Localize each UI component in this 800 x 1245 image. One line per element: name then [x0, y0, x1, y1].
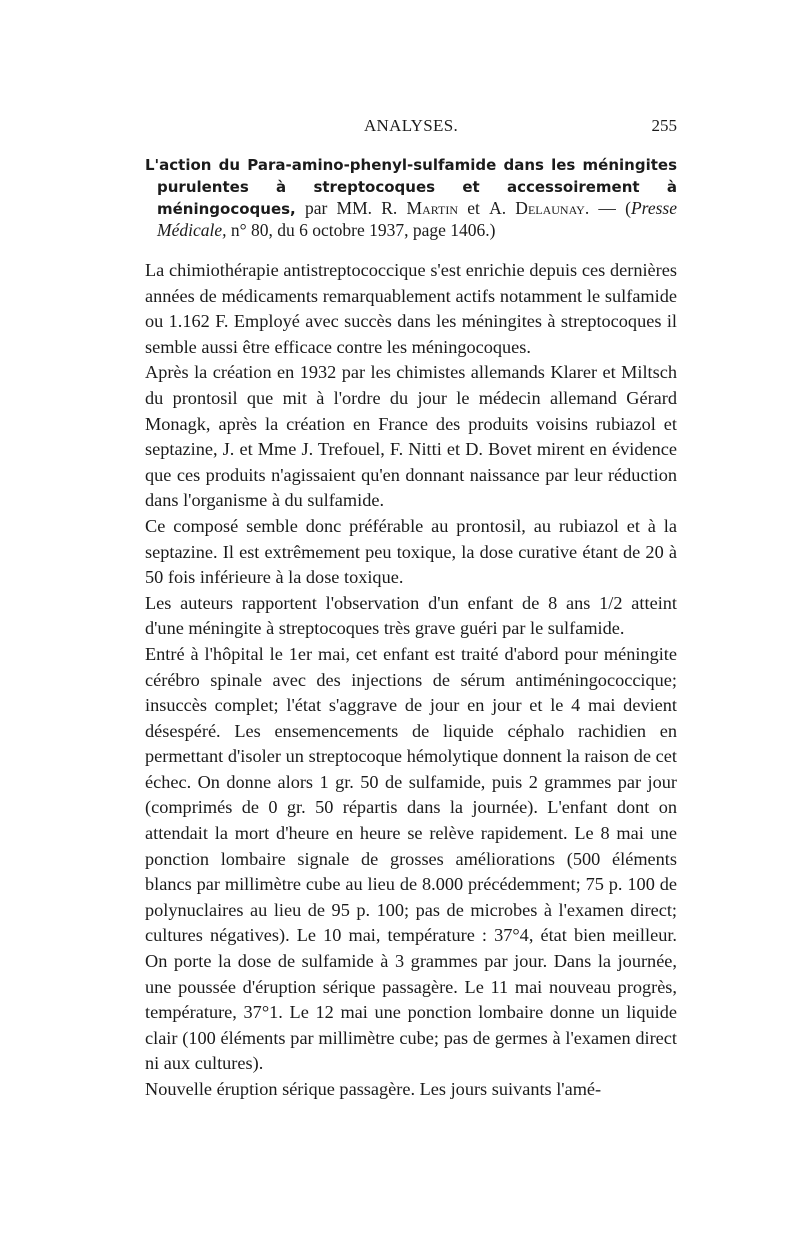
journal-name: Presse Médicale,	[157, 198, 677, 240]
author-delaunay: A. Delaunay.	[489, 198, 590, 218]
paragraph-2: Après la création en 1932 par les chimistes allemands Klarer et Miltsch du prontosil que mit à l'ordre du jour le médecin allemand Gérard Monagk, après la création en France des produits voisins rubiazol et septazine, J. et Mme J. Trefouel, F. Nitti et D. Bovet mirent en évidence que ces produits n'agissaient qu'en donnant naissance par leur réduction dans l'organisme à du sulfamide.	[145, 362, 677, 511]
author-martin: R. Martin	[381, 198, 459, 218]
author-conjunction: et	[458, 198, 490, 218]
running-header	[145, 116, 677, 142]
citation-dash: — (	[589, 198, 631, 218]
section-title: ANALYSES.	[363, 116, 459, 135]
abstract-heading	[145, 154, 677, 241]
paragraph-4: Les auteurs rapportent l'observation d'un enfant de 8 ans 1/2 atteint d'une méningite à streptocoques très grave guéri par le sulfamide.	[145, 592, 677, 639]
paragraph-1: La chimiothérapie antistreptococcique s'est enrichie depuis ces dernières années de médicaments remarquablement actifs notamment le sulfamide ou 1.162 F. Employé avec succès dans les méningites à streptocoques il semble aussi être efficace contre les méningocoques.	[145, 260, 677, 357]
article-title: L'action du Para-amino-phenyl-sulfamide dans les méningites purulentes à streptocoques et accessoirement à méningocoques,	[145, 156, 677, 218]
paragraph-3: Ce composé semble donc préférable au prontosil, au rubiazol et à la septazine. Il est extrêmement peu toxique, la dose curative étant de 20 à 50 fois inférieure à la dose toxique.	[145, 515, 677, 588]
paragraph-5: Entré à l'hôpital le 1er mai, cet enfant est traité d'abord pour méningite cérébro spinale avec des injections de sérum antiméningococcique; insuccès complet; l'état s'aggrave de jour en jour et le 4 mai devient désespéré. Les ensemencements de liquide céphalo rachidien en permettant d'isoler un streptocoque hémolytique donnent la raison de cet échec. On donne alors 1 gr. 50 de sulfamide, puis 2 grammes par jour (comprimés de 0 gr. 50 répartis dans la journée). L'enfant dont on attendait la mort d'heure en heure se relève rapidement. Le 8 mai une ponction lombaire signale de grosses améliorations (500 éléments blancs par millimètre cube au lieu de 8.000 précédemment; 75 p. 100 de polynuclaires au lieu de 95 p. 100; pas de microbes à l'examen direct; cultures négatives). Le 10 mai, température : 37°4, état bien meilleur. On porte la dose de sulfamide à 3 grammes par jour. Dans la journée, une poussée d'éruption sérique passagère. Le 11 mai nouveau progrès, température, 37°1. Le 12 mai une ponction lombaire donne un liquide clair (100 éléments par millimètre cube; pas de germes à l'examen direct ni aux cultures).	[145, 643, 677, 1074]
citation-details: n° 80, du 6 octobre 1937, page 1406.)	[226, 220, 496, 240]
article-body	[145, 258, 677, 1103]
page-number: 255	[651, 116, 677, 135]
authors-prefix: par MM.	[295, 198, 382, 218]
paragraph-6: Nouvelle éruption sérique passagère. Les jours suivants l'amé-	[145, 1079, 602, 1099]
